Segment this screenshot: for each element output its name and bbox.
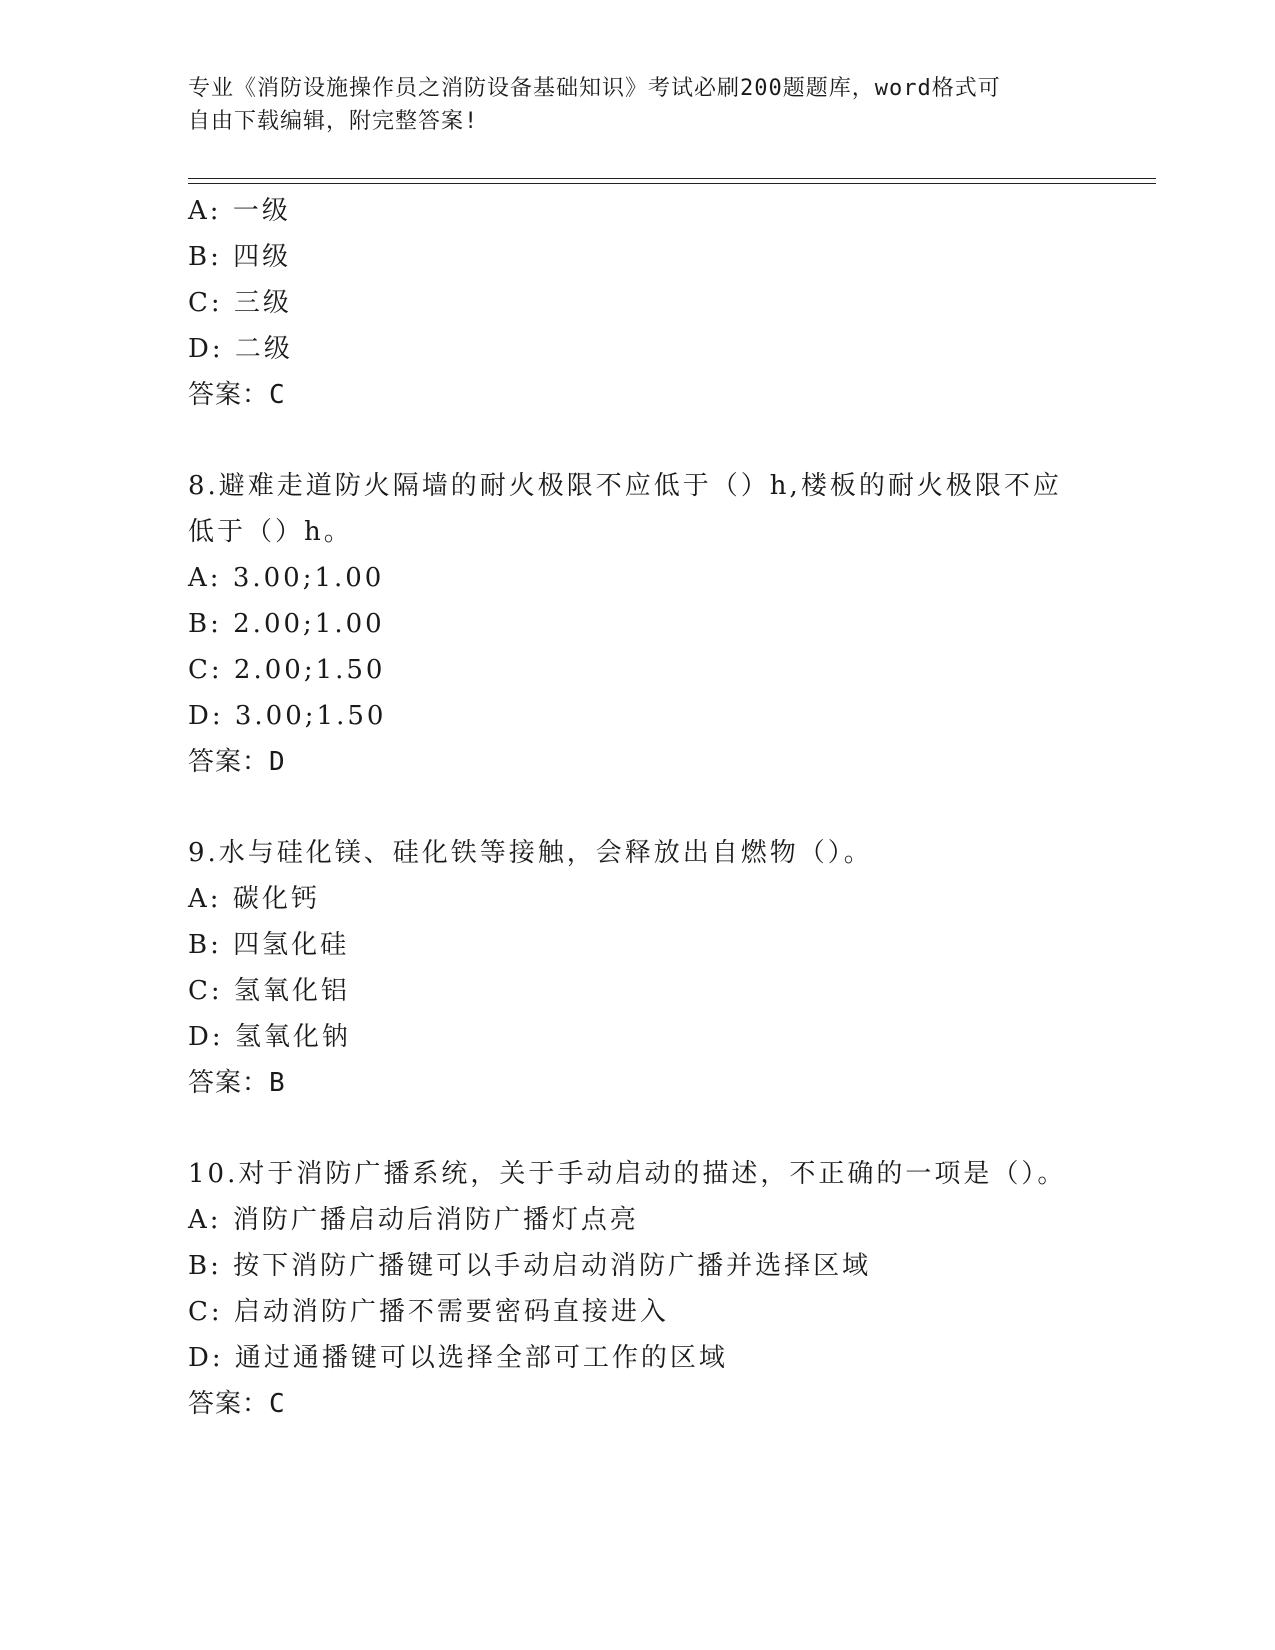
option-label: A: [188,884,222,914]
question-stem-line: 8.避难走道防火隔墙的耐火极限不应低于（）h,楼板的耐火极限不应 [188,471,1062,501]
option-text: 2.00;1.50 [233,655,386,685]
header-line-2: 自由下载编辑，附完整答案! [188,109,479,134]
option-label: B: [188,242,222,272]
question-9 [188,830,1088,1106]
header-line-1: 专业《消防设施操作员之消防设备基础知识》考试必刷200题题库，word格式可 [188,76,1001,101]
option-label: C: [188,976,223,1006]
question-stem-line: 低于（）h。 [188,517,353,547]
option-label: A: [188,196,222,226]
question-stem-line: 9.水与硅化镁、硅化铁等接触，会释放出自燃物（）。 [188,838,873,868]
option-b [188,922,1088,968]
answer-line [188,372,1088,418]
option-c [188,280,1088,326]
option-label: D: [188,1022,224,1052]
option-c [188,647,1088,693]
answer-line [188,1060,1088,1106]
option-label: B: [188,1251,222,1281]
option-d [188,1335,1088,1381]
option-label: B: [188,609,222,639]
option-text: 3.00;1.00 [232,563,385,593]
option-label: C: [188,655,223,685]
answer-label: 答案： [188,1389,270,1419]
option-label: D: [188,701,224,731]
option-text: 氢氧化钠 [234,1022,351,1052]
document-header [188,72,1068,138]
question-stem-line: 10.对于消防广播系统，关于手动启动的描述，不正确的一项是（）。 [188,1159,1067,1189]
answer-line [188,739,1088,785]
option-a [188,1197,1088,1243]
option-text: 启动消防广播不需要密码直接进入 [233,1297,669,1327]
option-a [188,188,1088,234]
option-a [188,876,1088,922]
option-d [188,1014,1088,1060]
option-b [188,601,1088,647]
answer-label: 答案： [188,1068,270,1098]
option-c [188,1289,1088,1335]
header-divider-bottom [188,183,1156,184]
question-10 [188,1151,1088,1427]
answer-value: C [269,1389,286,1419]
answer-value: C [269,380,286,410]
question-list [188,188,1088,1427]
option-b [188,234,1088,280]
answer-label: 答案： [188,380,270,410]
option-d [188,326,1088,372]
question-8 [188,463,1088,785]
answer-value: B [269,1068,286,1098]
option-label: C: [188,1297,223,1327]
option-text: 碳化钙 [232,884,320,914]
option-label: C: [188,288,223,318]
option-label: D: [188,1343,224,1373]
option-text: 通过通播键可以选择全部可工作的区域 [234,1343,728,1373]
option-label: B: [188,930,222,960]
option-label: D: [188,334,224,364]
option-text: 2.00;1.00 [233,609,385,639]
option-text: 按下消防广播键可以手动启动消防广播并选择区域 [233,1251,872,1281]
option-label: A: [188,1205,222,1235]
option-label: A: [188,563,222,593]
option-text: 一级 [232,196,291,226]
option-c [188,968,1088,1014]
answer-label: 答案： [188,747,270,777]
option-text: 四级 [233,242,292,272]
option-text: 氢氧化铝 [233,976,350,1006]
option-a [188,555,1088,601]
question-7-partial [188,188,1088,418]
option-text: 四氢化硅 [233,930,350,960]
option-text: 消防广播启动后消防广播灯点亮 [232,1205,639,1235]
option-d [188,693,1088,739]
option-text: 三级 [233,288,292,318]
header-divider-top [188,178,1156,179]
answer-value: D [269,747,286,777]
answer-line [188,1381,1088,1427]
option-text: 二级 [234,334,293,364]
option-b [188,1243,1088,1289]
option-text: 3.00;1.50 [234,701,387,731]
